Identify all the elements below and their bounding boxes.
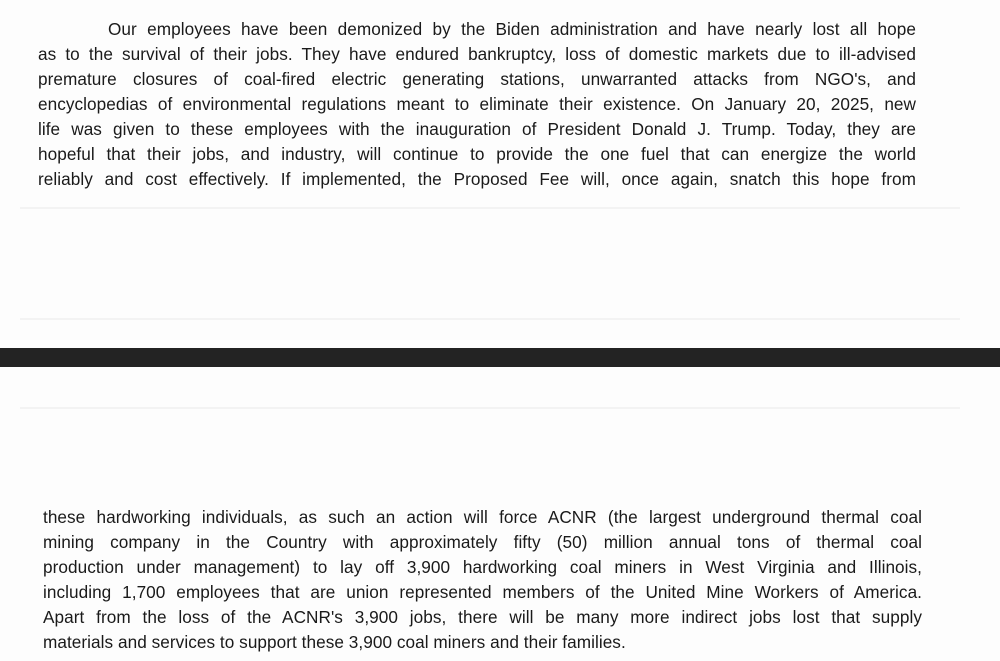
text-line: Apart from the loss of the ACNR's 3,900 jobs, there will be many more indirect jobs lost that supply [43,607,922,627]
text-line: Our employees have been demonized by the Biden administration and have nearly lost all hope [108,19,916,39]
text-line: materials and services to support these 3,900 coal miners and their families. [43,632,626,652]
scan-bleed-mark [20,407,960,409]
page-bottom-section [0,367,1000,661]
scan-bleed-mark [20,207,960,209]
scan-bleed-mark [20,318,960,320]
text-line: life was given to these employees with the inauguration of President Donald J. Trump. Today, they are [38,119,916,139]
text-line: these hardworking individuals, as such an action will force ACNR (the largest underground thermal coal [43,507,922,527]
text-line: as to the survival of their jobs. They have endured bankruptcy, loss of domestic markets due to ill-advised [38,44,916,64]
text-line: mining company in the Country with approximately fifty (50) million annual tons of thermal coal [43,532,922,552]
text-line: hopeful that their jobs, and industry, will continue to provide the one fuel that can energize the world [38,144,916,164]
text-line: encyclopedias of environmental regulations meant to eliminate their existence. On January 20, 2025, new [38,94,916,114]
text-line: premature closures of coal-fired electric generating stations, unwarranted attacks from NGO's, and [38,69,916,89]
page-break-band [0,348,1000,367]
text-line: production under management) to lay off 3,900 hardworking coal miners in West Virginia and Illinois, [43,557,922,577]
text-line: including 1,700 employees that are union represented members of the United Mine Workers of America. [43,582,922,602]
text-line: reliably and cost effectively. If implemented, the Proposed Fee will, once again, snatch this hope from [38,169,916,189]
